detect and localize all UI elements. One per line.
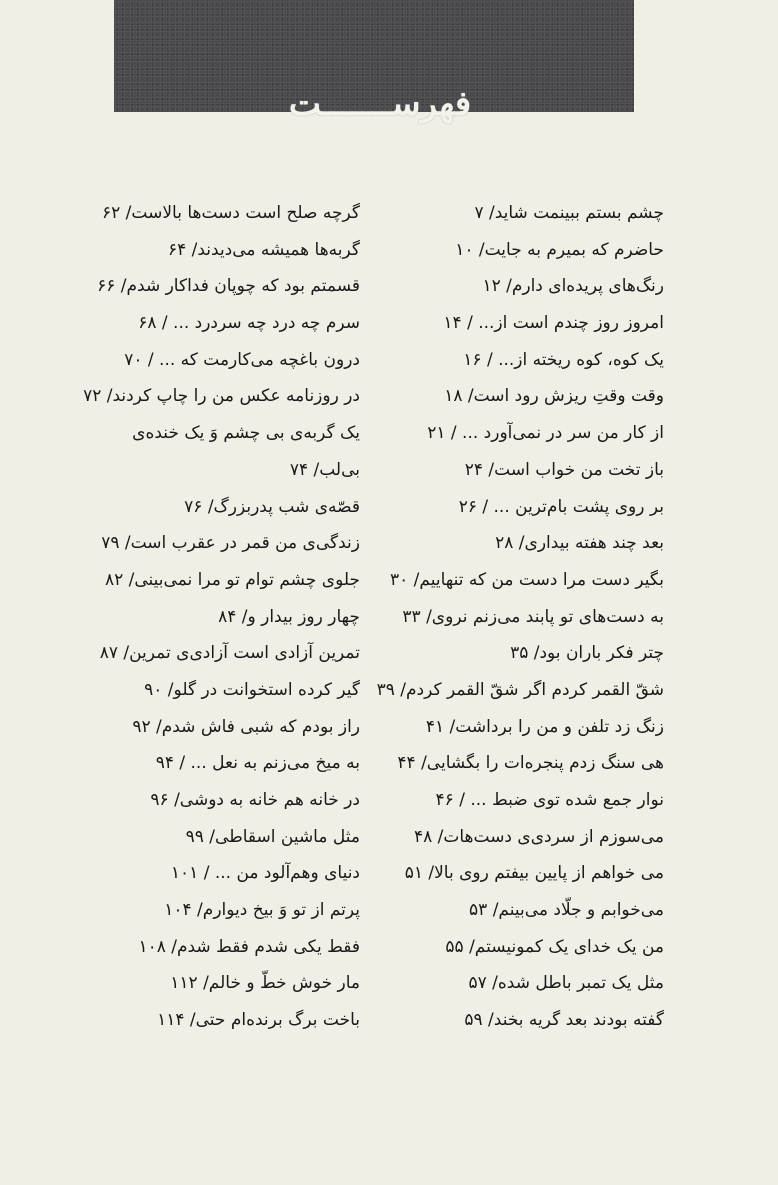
toc-entry: باز تخت من خواب است/ ۲۴ [464,459,664,480]
toc-entry: قسمتم بود که چوپان فداکار شدم/ ۶۶ [97,276,360,297]
toc-entry: می‌سوزم از سردی‌ی دست‌هات/ ۴۸ [413,826,664,847]
toc-entry: هی سنگ زدم پنجره‌ات را بگشایی/ ۴۴ [397,753,664,774]
toc-entry: گفته بودند بعد گریه بخند/ ۵۹ [464,1010,664,1031]
toc-entry: گربه‌ها همیشه می‌دیدند/ ۶۴ [167,239,360,260]
toc-entry: در روزنامه عکس من را چاپ کردند/ ۷۲ [83,386,360,407]
toc-column-right [334,195,664,1039]
toc-entry: دنیای وهم‌آلود من ... / ۱۰۱ [170,863,360,884]
toc-entry: چشم بستم ببینمت شاید/ ۷ [474,203,664,223]
toc-entry: امروز روز چندم است از... / ۱۴ [443,313,664,334]
toc-entry: یک گربه‌ی بی چشم وَ یک خنده‌ی [132,423,360,444]
toc-entry: مثل یک تمبر باطل شده/ ۵۷ [468,973,664,994]
toc-entry: به دست‌های تو پابند می‌زنم نروی/ ۳۳ [402,606,664,627]
toc-entry: شقّ القمر کردم اگر شقّ القمر کردم/ ۳۹ [376,679,664,700]
toc-entry: گیر کرده استخوانت در گلو/ ۹۰ [144,679,360,700]
toc-entry: زنگ زد تلفن و من را برداشت/ ۴۱ [425,716,664,737]
toc-entry: قصّه‌ی شب پدربزرگ/ ۷۶ [184,496,360,517]
toc-entry: از کار من سر در نمی‌آورد ... / ۲۱ [427,423,664,444]
toc-entry: می خواهم از پایین بیفتم روی بالا/ ۵۱ [404,863,664,884]
toc-entry: جلوی چشم توام تو مرا نمی‌بینی/ ۸۲ [104,569,360,590]
toc-entry: بی‌لب/ ۷۴ [289,459,360,480]
toc-entry: نوار جمع شده توی ضبط ... / ۴۶ [435,790,664,810]
toc-entry: بر روی پشت بام‌ترین ... / ۲۶ [458,496,664,517]
toc-column-left [30,195,360,1039]
page-title: فهرســـــــت [288,84,472,124]
toc-entry: درون باغچه می‌کارمت که ... / ۷۰ [124,349,360,370]
toc-entry: وقت وقتِ ریزش رود است/ ۱۸ [444,386,664,407]
toc-entry: یک کوه، کوه ریخته از... / ۱۶ [463,349,664,370]
toc-entry: باخت برگ برنده‌ام حتی/ ۱۱۴ [157,1010,360,1031]
toc-entry: بگیر دست مرا دست من که تنهاییم/ ۳۰ [390,569,664,590]
toc-entry: پرتم از تو وَ بیخ دیوارم/ ۱۰۴ [164,900,360,921]
toc-entry: به میخ می‌زنم به نعل ... / ۹۴ [155,753,360,774]
toc-entry: چتر فکر باران بود/ ۳۵ [510,643,664,664]
toc-entry: من یک خدای یک کمونیستم/ ۵۵ [445,936,664,957]
toc-entry: بعد چند هفته بیداری/ ۲۸ [495,533,664,554]
toc-entry: در خانه هم خانه به دوشی/ ۹۶ [150,790,360,810]
toc-entry: سرم چه درد چه سردرد ... / ۶۸ [138,313,360,334]
toc-entry: می‌خوابم و جلّاد می‌بینم/ ۵۳ [469,900,664,921]
toc-entry: مار خوش خطّ و خالم/ ۱۱۲ [170,973,360,994]
toc-entry: راز بودم که شبی فاش شدم/ ۹۲ [132,716,360,737]
toc-entry: فقط یکی شدم فقط شدم/ ۱۰۸ [138,936,360,957]
toc-entry: چهار روز بیدار و/ ۸۴ [218,606,360,627]
toc-entry: مثل ماشین اسقاطی/ ۹۹ [185,826,360,847]
toc-entry: رنگ‌های پریده‌ای دارم/ ۱۲ [482,276,664,297]
toc-entry: زندگی‌ی من قمر در عقرب است/ ۷۹ [101,533,360,554]
toc-entry: حاضرم که بمیرم به جایت/ ۱۰ [455,239,664,260]
toc-entry: تمرین آزادی است آزادی‌ی تمرین/ ۸۷ [99,643,360,664]
toc-entry: گرچه صلح است دست‌ها بالاست/ ۶۲ [101,203,360,223]
